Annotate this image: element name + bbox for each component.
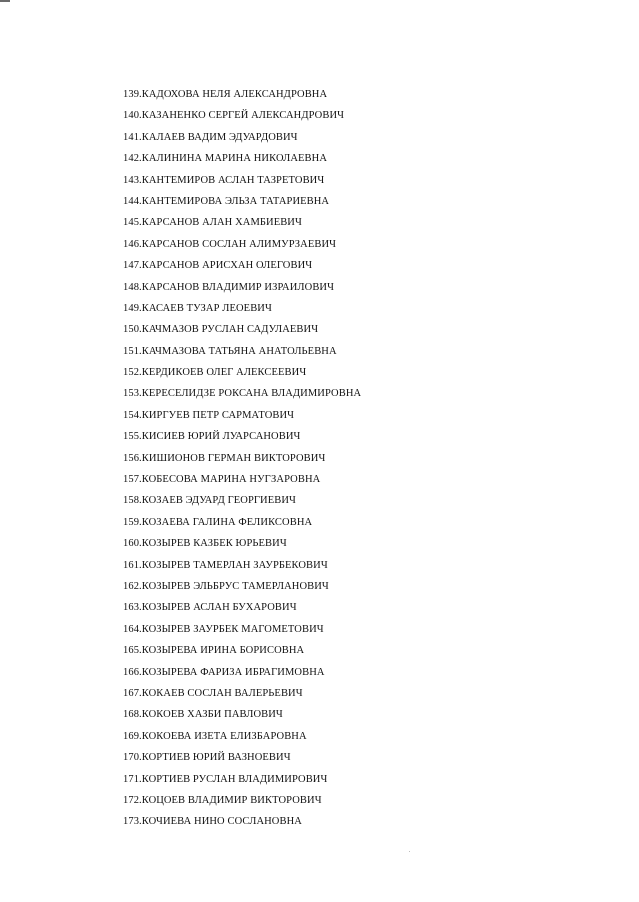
- list-item: 171.КОРТИЕВ РУСЛАН ВЛАДИМИРОВИЧ: [123, 773, 328, 785]
- list-item: 155.КИСИЕВ ЮРИЙ ЛУАРСАНОВИЧ: [123, 431, 301, 443]
- list-item: 170.КОРТИЕВ ЮРИЙ ВАЗНОЕВИЧ: [123, 752, 291, 764]
- list-item: 145.КАРСАНОВ АЛАН ХАМБИЕВИЧ: [123, 217, 302, 229]
- list-item: 139.КАДОХОВА НЕЛЯ АЛЕКСАНДРОВНА: [123, 89, 328, 100]
- list-item: 152.КЕРДИКОЕВ ОЛЕГ АЛЕКСЕЕВИЧ: [123, 367, 307, 379]
- list-item: 143.КАНТЕМИРОВ АСЛАН ТАЗРЕТОВИЧ: [123, 174, 325, 186]
- scan-speck: [409, 851, 410, 852]
- list-item: 157.КОБЕСОВА МАРИНА НУГЗАРОВНА: [123, 474, 321, 486]
- list-item: 165.КОЗЫРЕВА ИРИНА БОРИСОВНА: [123, 645, 305, 657]
- list-item: 160.КОЗЫРЕВ КАЗБЕК ЮРЬЕВИЧ: [123, 538, 287, 550]
- list-item: 142.КАЛИНИНА МАРИНА НИКОЛАЕВНА: [123, 153, 328, 165]
- list-item: 168.КОКОЕВ ХАЗБИ ПАВЛОВИЧ: [123, 709, 283, 721]
- list-item: 141.КАЛАЕВ ВАДИМ ЭДУАРДОВИЧ: [123, 131, 298, 143]
- list-item: 164.КОЗЫРЕВ ЗАУРБЕК МАГОМЕТОВИЧ: [123, 623, 324, 635]
- list-item: 167.КОКАЕВ СОСЛАН ВАЛЕРЬЕВИЧ: [123, 687, 303, 699]
- list-item: 156.КИШИОНОВ ГЕРМАН ВИКТОРОВИЧ: [123, 452, 326, 464]
- list-item: 158.КОЗАЕВ ЭДУАРД ГЕОРГИЕВИЧ: [123, 495, 296, 507]
- list-item: 159.КОЗАЕВА ГАЛИНА ФЕЛИКСОВНА: [123, 516, 313, 528]
- list-item: 163.КОЗЫРЕВ АСЛАН БУХАРОВИЧ: [123, 602, 297, 614]
- list-item: 166.КОЗЫРЕВА ФАРИЗА ИБРАГИМОВНА: [123, 666, 325, 678]
- list-item: 173.КОЧИЕВА НИНО СОСЛАНОВНА: [123, 816, 302, 828]
- list-item: 153.КЕРЕСЕЛИДЗЕ РОКСАНА ВЛАДИМИРОВНА: [123, 388, 362, 400]
- list-item: 154.КИРГУЕВ ПЕТР САРМАТОВИЧ: [123, 409, 295, 421]
- list-item: 150.КАЧМАЗОВ РУСЛАН САДУЛАЕВИЧ: [123, 324, 319, 336]
- list-item: 162.КОЗЫРЕВ ЭЛЬБРУС ТАМЕРЛАНОВИЧ: [123, 580, 329, 592]
- list-item: 172.КОЦОЕВ ВЛАДИМИР ВИКТОРОВИЧ: [123, 794, 322, 806]
- scan-corner-mark: [0, 0, 10, 2]
- list-item: 146.КАРСАНОВ СОСЛАН АЛИМУРЗАЕВИЧ: [123, 238, 337, 250]
- list-item: 148.КАРСАНОВ ВЛАДИМИР ИЗРАИЛОВИЧ: [123, 281, 335, 293]
- list-item: 144.КАНТЕМИРОВА ЭЛЬЗА ТАТАРИЕВНА: [123, 195, 330, 207]
- list-item: 169.КОКОЕВА ИЗЕТА ЕЛИЗБАРОВНА: [123, 730, 307, 742]
- list-item: 147.КАРСАНОВ АРИСХАН ОЛЕГОВИЧ: [123, 260, 313, 272]
- list-item: 161.КОЗЫРЕВ ТАМЕРЛАН ЗАУРБЕКОВИЧ: [123, 559, 328, 571]
- list-item: 149.КАСАЕВ ТУЗАР ЛЕОЕВИЧ: [123, 302, 272, 314]
- list-item: 140.КАЗАНЕНКО СЕРГЕЙ АЛЕКСАНДРОВИЧ: [123, 110, 345, 122]
- name-list: [123, 84, 361, 833]
- list-item: 151.КАЧМАЗОВА ТАТЬЯНА АНАТОЛЬЕВНА: [123, 345, 337, 357]
